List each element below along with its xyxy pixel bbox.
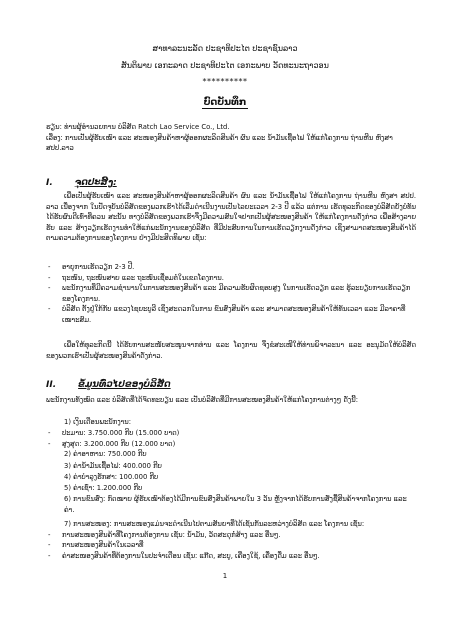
national-motto: ສັນຕິພາບ ເອກະລາດ ປະຊາທິປະໄຕ ເອກະພາບ ວັດທະນະຖາວອນ (121, 61, 329, 70)
section-2-title: ຂໍ້ມູນທົ່ວໄປຂອງບໍລິສັດ (78, 380, 171, 390)
list-item: 4) ຄ່າບຳລຸງຮັກສາ: 100.000 ກີບ (64, 472, 159, 481)
list-item: 7) ການສະໜອງ: ການສະໜອງແມ່ນຈະດຳເນີນໄປຕາມສັນຍາທີ່ໄດ້ເຊັນກັນລະຫວ່າງບໍລິສັດ ແລະ ໂຄງການ ເຊັ່ນ: (64, 519, 365, 528)
list-item: 6) ການຂົນສົ່ງ: ກົດໝາຍ ຜູ້ຮັບເໝົາຕ້ອງໄດ້ມີການຂົນສົ່ງສິນຄ້າພາຍໃນ 3 ວັນ ຫຼັງຈາກໄດ້ຮັບການສັ່ງຊື້ສິນຄ້າຈາກໂຄງການ ແລະ ຄ່າ. (64, 495, 407, 515)
country-header: ສາທາລະນະລັດ ປະຊາທິປະໄຕ ປະຊາຊົນລາວ (152, 44, 298, 53)
list-subitem: - ຄ່າສະໜອງສິນຄ້າທີ່ຕ້ອງການໃນປະຈຳເດືອນ ເຊັ່ນ: ແກ໊ດ, ສະບູ, ເຄື່ອງໃຊ້, ເຄື່ອງດື່ມ ແລະ ອື່ນໆ. (46, 551, 416, 562)
section-2-number: II. (46, 380, 57, 390)
section-1-list (46, 262, 416, 326)
list-item: - ພະນັກງານທີ່ມີຄວາມຊຳນານໃນການສະໜອງສິນຄ້າ ແລະ ມີຄວາມຮັບຜິດຊອບສູງ ໃນການເຮັດວຽກ ແລະ ຮູ້ລະບຽບການເຮັດວຽກຂອງໂຄງການ. (46, 283, 416, 304)
list-subitem: - ປະມານ: 3.750.000 ກີບ (15.000 ບາດ) (46, 428, 416, 439)
section-2-heading (46, 380, 171, 390)
section-1-title: ຈຸດປະສົງ: (74, 178, 117, 188)
section-2-intro: ພະນັກງານທັງໝົດ ແລະ ບໍລິສັດທີ່ໄດ້ຈົດທະບຽນ ແລະ ເປັນບໍລິສັດທີ່ມີການສະໜອງສິນຄ້າໃຫ້ແກ່ໂຄງການຕ່າງໆ ດັ່ງນີ້: (46, 396, 358, 404)
stars-divider: ********** (202, 77, 248, 86)
section-1-paragraph: ເພື່ອເປັນຜູ້ຮັບເໝົາ ແລະ ສະໜອງສິນຄ້າຫາຜູ້ອອກຜະລິດສິນຄ້າ ຜົນ ແລະ ນ້ຳມັນເຊື້ອໄຟ ໃຫ້ແກ່ໂຄງການ ຖ່ານຫີນ ຫົງສາ ສປປ. ລາວ ເນື່ອງຈາກ ໃນປັດຈຸບັນບໍລິສັດຂອງພວກເຮົາໄດ້ເລີ່ມດຳເນີນງານເປັນໄລຍະເວລາ 2-3 ປີ ແລ້ວ ແຕ່ການ ເຮັດທຸລະກິດຂອງບໍລິສັດຍັງບໍ່ທັນໄດ້ຮັບຜົນດີເທົ່າທີ່ຄວນ ສະນັ້ນ ທາງບໍລິສັດຂອງພວກເຮົາຈຶ່ງມີຄວາມສົນໃຈຢາກເປັນຜູ້ສະໜອງສິນຄ້າ ໃຫ້ແກ່ໂຄງການດັ່ງກ່າວ ເພື່ອສ້າງລາຍຮັບ ແລະ ສ້າງວຽກເຮັດງານທຳໃຫ້ແກ່ພະນັກງານຂອງບໍລິສັດ ທີ່ມີປະສົບການໃນການເຮັດວຽກງານດັ່ງກ່າວ ເຊິ່ງສາມາດສະໜອງສິນຄ້າໄດ້ຕາມຄວາມຕ້ອງການຂອງໂຄງການ ຢ່າງມີປະສິດທິພາບ ເຊັ່ນ: (46, 192, 416, 243)
list-item: 3) ຄ່ານ້ຳມັນເຊື້ອໄຟ: 400.000 ກີບ (64, 461, 162, 470)
list-subitem: - ສູງສຸດ: 3.200.000 ກີບ (12.000 ບາດ) (46, 439, 416, 450)
section-1-closing: ເພື່ອໃຫ້ທຸລະກິດນີ້ ໄດ້ຮັບການສະໜັບສະໜູນຈາກທ່ານ ແລະ ໂຄງການ ຈຶ່ງຂໍສະເໜີໃຫ້ທ່ານພິຈາລະນາ ແລະ ອະນຸມັດໃຫ້ບໍລິສັດ ຂອງພວກເຮົາເປັນຜູ້ສະໜອງສິນຄ້າດັ່ງກ່າວ. (46, 341, 416, 360)
page-number: 1 (222, 572, 228, 580)
document-title (0, 97, 450, 108)
list-item: 5) ຄ່າເຊົ່າ: 1.200.000 ກີບ (64, 484, 143, 492)
list-item: 1) ເງິນເດືອນພະນັກງານ: (64, 418, 132, 426)
list-item: - ຖະໜົນ, ຖະໜົນສາຍ ແລະ ຖະໜົນເຊື່ອມຕໍ່ໃນເຂດໂຄງການ. (46, 273, 416, 284)
list-item: 2) ຄ່າອາຫານ: 750.000 ກີບ (64, 450, 147, 459)
list-item: - ບໍລິສັດ ຕັ້ງຢູ່ໃກ້ກັບ ແຂວງໄຊຍະບູລີ ເຊິ່ງສະດວກໃນການ ຂົນສົ່ງສິນຄ້າ ແລະ ສາມາດສະໜອງສິນຄ້າໃຫ້ທັນເວລາ ແລະ ມີລາຄາທີ່ເໝາະສົມ. (46, 304, 416, 325)
list-item: - ອາຍຸການເຮັດວຽກ 2-3 ປີ. (46, 262, 416, 273)
document-title-text: ບົດບັນທຶກ (203, 97, 247, 108)
list-subitem: - ການສະໜອງສິນຄ້າທີ່ໂຄງການຕ້ອງການ ເຊັ່ນ: ນ້ຳມັນ, ວັດສະດຸກໍ່ສ້າງ ແລະ ອື່ນໆ. (46, 530, 416, 541)
subject-line: ເລື່ອງ: ການເປັນຜູ້ຮັບເໝົາ ແລະ ສະໜອງສິນຄ້າຫາຜູ້ອອກຜະລິດສິນຄ້າ ຜົນ ແລະ ນ້ຳມັນເຊື້ອໄຟ ໃຫ້ແກ່ໂຄງການ ຖ່ານຫີນ ຫົງສາ ສປປ.ລາວ (46, 134, 393, 152)
section-2-list (46, 417, 416, 562)
recipient-line: ຮຽນ: ທ່ານຜູ້ອຳນວຍການ ບໍລິສັດ Ratch Lao Service Co., Ltd. (46, 123, 230, 131)
section-1-number: I. (46, 178, 53, 188)
section-1-heading (46, 178, 117, 188)
list-subitem: - ການສະໜອງສິນຄ້າໃນເວລາທີ່ (46, 540, 416, 551)
